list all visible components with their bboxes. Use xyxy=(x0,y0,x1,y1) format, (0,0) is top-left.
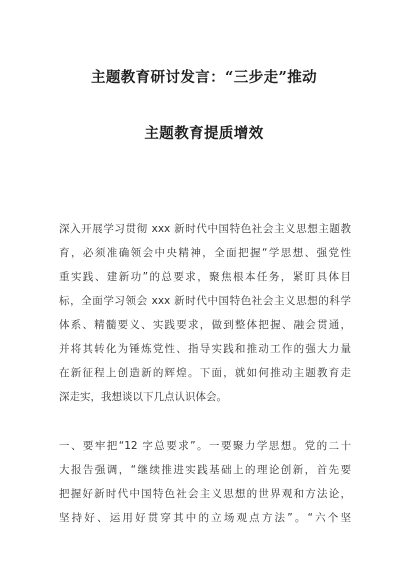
document-title-line-1: 主题教育研讨发言：“三步走”推动 xyxy=(90,69,318,86)
document-title-line-2: 主题教育提质增效 xyxy=(144,125,264,142)
paragraph-line: 深入开展学习贯彻 xxx 新时代中国特色社会主义思想主题教 xyxy=(59,223,351,235)
paragraph-line: 标，全面学习领会 xxx 新时代中国特色社会主义思想的科学 xyxy=(59,295,351,307)
paragraph-line: 在新征程上创造新的辉煌。下面，就如何推动主题教育走 xyxy=(59,367,351,379)
paragraph-section-one xyxy=(59,434,351,530)
paragraph-line: 体系、精髓要义、实践要求，做到整体把握、融会贯通， xyxy=(59,319,351,331)
paragraph-line: 重实践、建新功”的总要求，聚焦根本任务，紧盯具体目 xyxy=(59,271,351,283)
paragraph-intro xyxy=(59,217,351,409)
paragraph-line: 深走实，我想谈以下几点认识体会。 xyxy=(59,391,227,403)
paragraph-line: 一、要牢把“12 字总要求”。一要聚力学思想。党的二十 xyxy=(59,440,351,452)
paragraph-line: 把握好新时代中国特色社会主义思想的世界观和方法论， xyxy=(59,488,351,500)
paragraph-line: 并将其转化为锤炼党性、指导实践和推动工作的强大力量 xyxy=(59,343,351,355)
paragraph-line: 大报告强调，“继续推进实践基础上的理论创新，首先要 xyxy=(59,464,351,476)
paragraph-line: 育，必须准确领会中央精神，全面把握“学思想、强党性 xyxy=(59,247,351,259)
paragraph-line: 坚持好、运用好贯穿其中的立场观点方法”。“六个坚 xyxy=(59,512,351,524)
